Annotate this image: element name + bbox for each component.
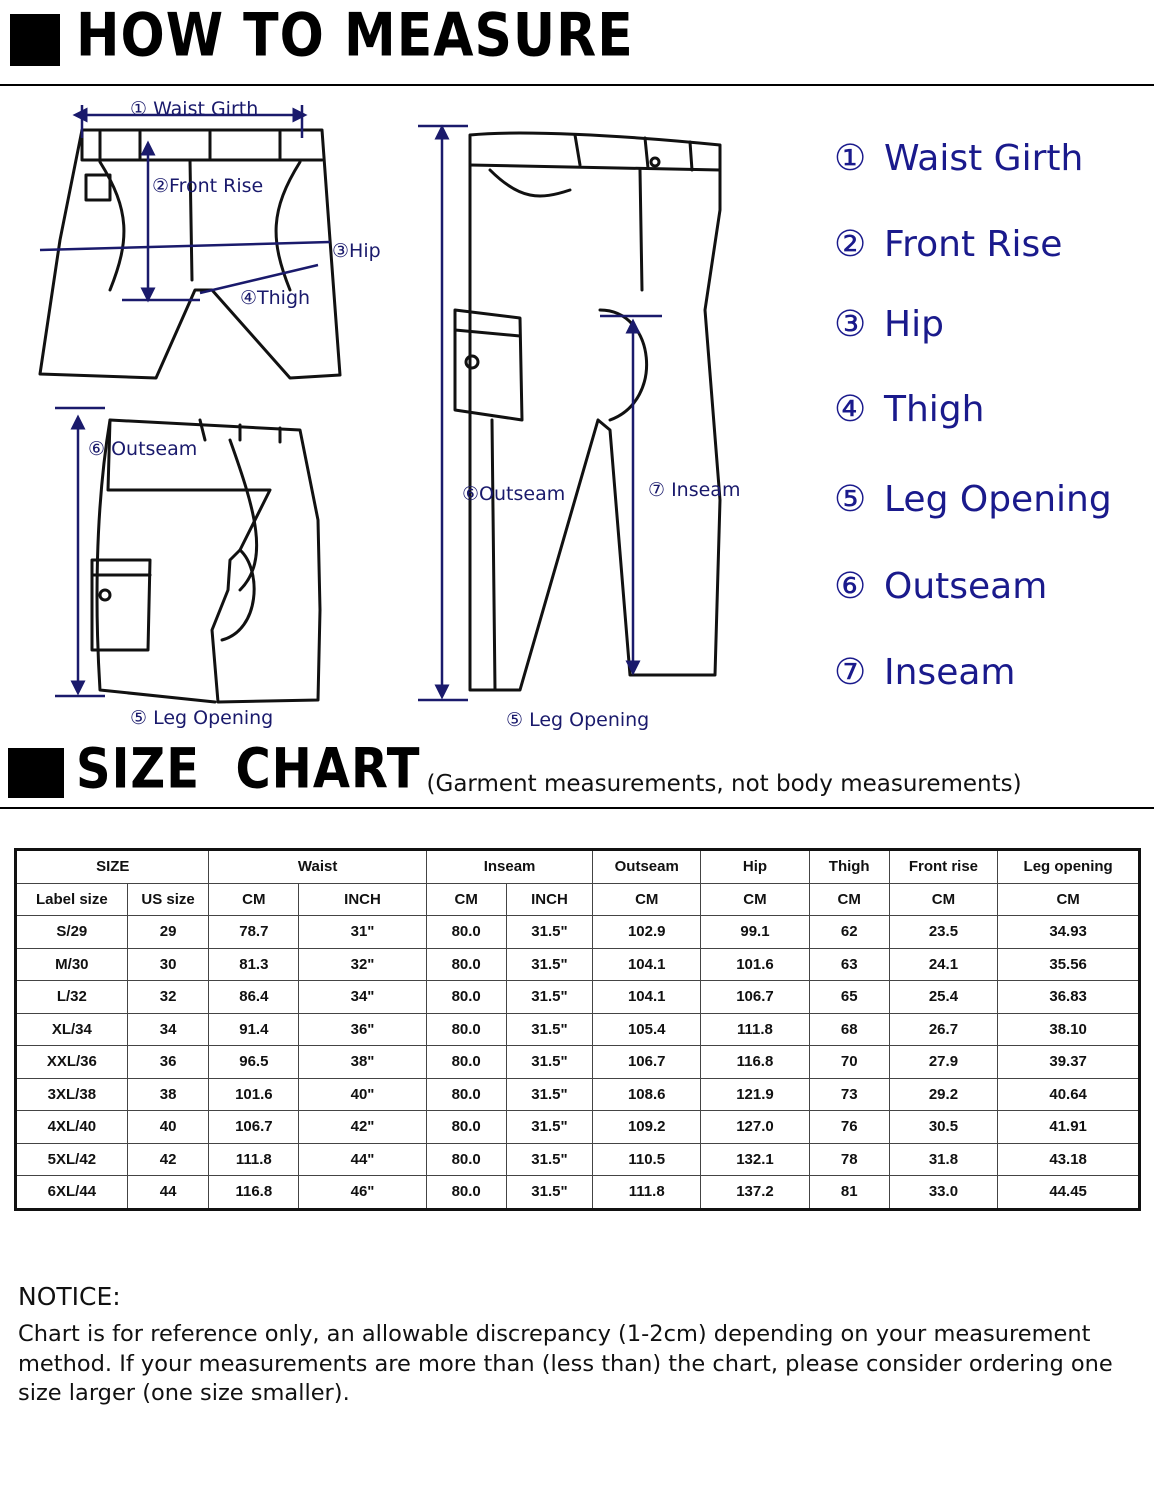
table-header: Inseam (426, 850, 593, 884)
table-cell: XXL/36 (16, 1046, 128, 1079)
table-row (16, 1176, 1140, 1210)
table-cell: 80.0 (426, 1111, 506, 1144)
notice-title: NOTICE: (18, 1282, 121, 1311)
table-cell: 42" (299, 1111, 427, 1144)
inseam-long-label: ⑦ Inseam (648, 479, 741, 501)
table-sub-header-row (16, 883, 1140, 916)
table-cell: 44.45 (998, 1176, 1140, 1210)
table-row (16, 916, 1140, 949)
table-cell: 3XL/38 (16, 1078, 128, 1111)
table-cell: 31.5" (506, 1078, 593, 1111)
table-cell: 86.4 (209, 981, 299, 1014)
outseam-short-label: ⑥ Outseam (88, 438, 198, 460)
table-cell: L/32 (16, 981, 128, 1014)
legend-item: ⑥ Outseam (834, 566, 1048, 607)
table-cell: 62 (809, 916, 889, 949)
table-cell: 80.0 (426, 916, 506, 949)
table-cell: 31.5" (506, 1013, 593, 1046)
table-cell: 36" (299, 1013, 427, 1046)
table-cell: 31.5" (506, 916, 593, 949)
table-cell: 63 (809, 948, 889, 981)
table-cell: 80.0 (426, 981, 506, 1014)
legend-item: ④ Thigh (834, 389, 985, 430)
table-cell: 102.9 (593, 916, 701, 949)
legend-item: ③ Hip (834, 304, 944, 345)
table-sub-header: CM (809, 883, 889, 916)
table-cell: 96.5 (209, 1046, 299, 1079)
table-cell: 80.0 (426, 1078, 506, 1111)
table-sub-header: Label size (16, 883, 128, 916)
table-cell: 106.7 (701, 981, 810, 1014)
table-row (16, 1046, 1140, 1079)
table-cell: 34.93 (998, 916, 1140, 949)
table-cell: 42 (127, 1143, 209, 1176)
table-cell: 33.0 (889, 1176, 998, 1210)
table-cell: 34 (127, 1013, 209, 1046)
table-cell: 36.83 (998, 981, 1140, 1014)
table-cell: 29.2 (889, 1078, 998, 1111)
table-cell: 44" (299, 1143, 427, 1176)
table-cell: 80.0 (426, 1046, 506, 1079)
table-header: Leg opening (998, 850, 1140, 884)
table-cell: 38.10 (998, 1013, 1140, 1046)
table-cell: 99.1 (701, 916, 810, 949)
table-row (16, 981, 1140, 1014)
table-cell: 38" (299, 1046, 427, 1079)
table-cell: 6XL/44 (16, 1176, 128, 1210)
table-cell: 31.8 (889, 1143, 998, 1176)
table-cell: 46" (299, 1176, 427, 1210)
table-cell: 106.7 (209, 1111, 299, 1144)
legend-item: ① Waist Girth (834, 138, 1084, 179)
table-cell: 91.4 (209, 1013, 299, 1046)
table-cell: 104.1 (593, 948, 701, 981)
front-shorts-drawing (40, 130, 340, 378)
leg-opening-short-label: ⑤ Leg Opening (130, 707, 274, 729)
table-cell: 78.7 (209, 916, 299, 949)
table-cell: 40 (127, 1111, 209, 1144)
table-cell: 29 (127, 916, 209, 949)
long-pants-drawing (455, 133, 720, 690)
waist-girth-label: ① Waist Girth (130, 98, 259, 120)
table-cell: 31.5" (506, 1111, 593, 1144)
table-header: Outseam (593, 850, 701, 884)
front-rise-label: ②Front Rise (152, 175, 264, 197)
table-cell: S/29 (16, 916, 128, 949)
table-cell: 27.9 (889, 1046, 998, 1079)
size-chart-title: SIZE CHART (76, 737, 421, 802)
table-group-header-row (16, 850, 1140, 884)
thigh-label: ④Thigh (240, 287, 311, 309)
table-sub-header: CM (426, 883, 506, 916)
table-cell: 25.4 (889, 981, 998, 1014)
table-cell: 65 (809, 981, 889, 1014)
header-rule (0, 84, 1154, 86)
table-row (16, 1078, 1140, 1111)
header-square-icon (8, 748, 64, 798)
legend-item: ⑦ Inseam (834, 652, 1016, 693)
table-header: Thigh (809, 850, 889, 884)
table-cell: 101.6 (209, 1078, 299, 1111)
table-cell: 80.0 (426, 1176, 506, 1210)
table-cell: 104.1 (593, 981, 701, 1014)
outseam-long-label: ⑥Outseam (462, 483, 566, 505)
table-cell: 35.56 (998, 948, 1140, 981)
table-cell: 39.37 (998, 1046, 1140, 1079)
table-cell: 24.1 (889, 948, 998, 981)
table-cell: 31.5" (506, 1143, 593, 1176)
table-cell: 31.5" (506, 981, 593, 1014)
table-sub-header: INCH (506, 883, 593, 916)
table-sub-header: CM (701, 883, 810, 916)
side-shorts-drawing (92, 420, 320, 702)
table-sub-header: CM (998, 883, 1140, 916)
table-cell: 121.9 (701, 1078, 810, 1111)
table-cell: 40" (299, 1078, 427, 1111)
table-cell: 111.8 (209, 1143, 299, 1176)
legend-item: ⑤ Leg Opening (834, 479, 1112, 520)
table-cell: 101.6 (701, 948, 810, 981)
measurement-diagram (0, 90, 800, 740)
table-cell: 80.0 (426, 1143, 506, 1176)
table-cell: 40.64 (998, 1078, 1140, 1111)
table-cell: 137.2 (701, 1176, 810, 1210)
table-cell: 108.6 (593, 1078, 701, 1111)
table-cell: 70 (809, 1046, 889, 1079)
table-cell: 44 (127, 1176, 209, 1210)
notice-body: Chart is for reference only, an allowable discrepancy (1-2cm) depending on your measurement method. If your measurements are more than (less than) the chart, please consider ordering one size larger (one size smaller). (18, 1321, 1113, 1406)
table-cell: 81 (809, 1176, 889, 1210)
table-cell: 116.8 (701, 1046, 810, 1079)
table-header: Hip (701, 850, 810, 884)
table-cell: 43.18 (998, 1143, 1140, 1176)
table-cell: 78 (809, 1143, 889, 1176)
table-cell: 81.3 (209, 948, 299, 981)
how-to-measure-header (10, 1, 1154, 71)
table-cell: 30 (127, 948, 209, 981)
table-cell: 26.7 (889, 1013, 998, 1046)
legend-item: ② Front Rise (834, 224, 1063, 265)
table-cell: 31.5" (506, 948, 593, 981)
table-header: Front rise (889, 850, 998, 884)
table-cell: 80.0 (426, 1013, 506, 1046)
header-square-icon (10, 14, 60, 66)
size-chart-table (14, 848, 1141, 1211)
table-header: SIZE (16, 850, 209, 884)
table-sub-header: CM (889, 883, 998, 916)
table-sub-header: INCH (299, 883, 427, 916)
leg-opening-long-label: ⑤ Leg Opening (506, 709, 650, 731)
table-row (16, 948, 1140, 981)
table-sub-header: CM (209, 883, 299, 916)
table-cell: 111.8 (701, 1013, 810, 1046)
table-row (16, 1013, 1140, 1046)
table-cell: 23.5 (889, 916, 998, 949)
table-cell: 109.2 (593, 1111, 701, 1144)
table-sub-header: CM (593, 883, 701, 916)
table-cell: 110.5 (593, 1143, 701, 1176)
table-cell: 30.5 (889, 1111, 998, 1144)
size-chart-subtitle: (Garment measurements, not body measurements) (426, 771, 1022, 797)
table-cell: 111.8 (593, 1176, 701, 1210)
table-cell: 31" (299, 916, 427, 949)
hip-label: ③Hip (332, 240, 381, 262)
table-header: Waist (209, 850, 426, 884)
table-cell: 32" (299, 948, 427, 981)
table-sub-header: US size (127, 883, 209, 916)
table-cell: 116.8 (209, 1176, 299, 1210)
header-rule (0, 807, 1154, 809)
table-cell: XL/34 (16, 1013, 128, 1046)
table-cell: 34" (299, 981, 427, 1014)
table-cell: 5XL/42 (16, 1143, 128, 1176)
table-cell: 36 (127, 1046, 209, 1079)
table-cell: 68 (809, 1013, 889, 1046)
size-chart-header (8, 737, 1154, 802)
table-cell: 106.7 (593, 1046, 701, 1079)
table-cell: 127.0 (701, 1111, 810, 1144)
table-cell: 31.5" (506, 1176, 593, 1210)
table-cell: 105.4 (593, 1013, 701, 1046)
table-cell: 4XL/40 (16, 1111, 128, 1144)
table-cell: 73 (809, 1078, 889, 1111)
how-to-measure-title: HOW TO MEASURE (76, 1, 634, 71)
table-cell: 132.1 (701, 1143, 810, 1176)
table-cell: 31.5" (506, 1046, 593, 1079)
table-cell: M/30 (16, 948, 128, 981)
table-row (16, 1143, 1140, 1176)
table-cell: 41.91 (998, 1111, 1140, 1144)
table-cell: 32 (127, 981, 209, 1014)
table-row (16, 1111, 1140, 1144)
table-cell: 80.0 (426, 948, 506, 981)
table-cell: 38 (127, 1078, 209, 1111)
table-cell: 76 (809, 1111, 889, 1144)
